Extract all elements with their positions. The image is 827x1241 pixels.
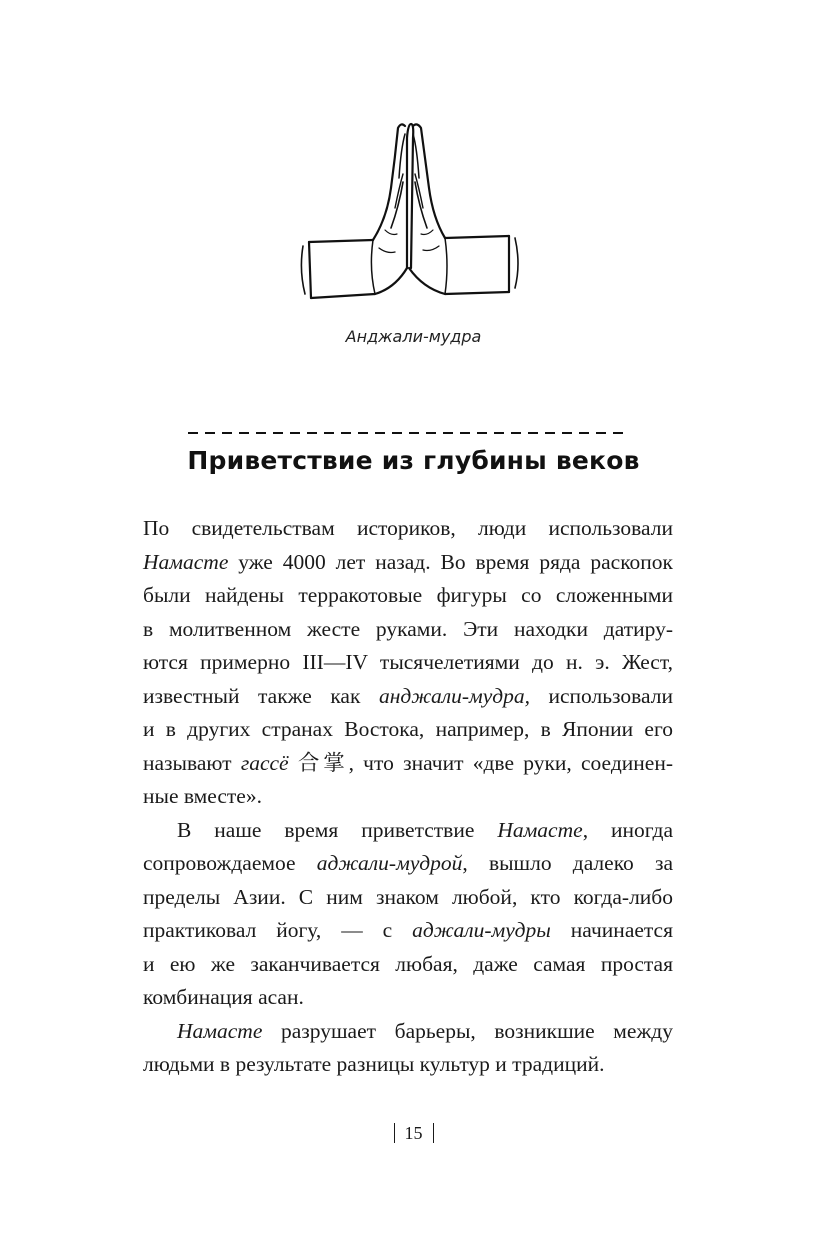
praying-hands-icon	[295, 118, 525, 308]
body-text	[143, 512, 673, 1082]
text-line	[143, 881, 673, 915]
folio-left-bar	[394, 1123, 395, 1143]
italic-term: Намасте	[143, 549, 229, 574]
text-run: сопровождаемое	[143, 851, 317, 875]
text-run: и ею же заканчивается любая, даже самая простая	[143, 951, 673, 976]
section-heading: Приветствие из глубины веков	[187, 446, 640, 475]
text-line	[143, 981, 673, 1015]
text-line	[143, 713, 673, 747]
text-line	[143, 1048, 673, 1082]
text-line	[143, 646, 673, 680]
text-line	[143, 814, 673, 848]
text-line	[143, 1015, 673, 1049]
text-line	[143, 579, 673, 613]
text-run: были найдены терракотовые фигуры со сложенными	[143, 583, 673, 607]
text-line	[143, 546, 673, 580]
text-run: называют	[143, 750, 241, 775]
italic-term: Намасте	[497, 817, 583, 842]
text-line	[143, 948, 673, 982]
text-run: комбинация асан.	[143, 985, 304, 1009]
figure-caption: Анджали-мудра	[345, 327, 482, 346]
text-run: использовали	[529, 683, 673, 708]
text-run: в молитвенном жесте руками. Эти находки датиру-	[143, 616, 673, 641]
text-run: ются примерно III—IV тысячелетиями до н. э. Жест,	[143, 650, 673, 674]
folio-right-bar	[433, 1123, 434, 1143]
page-number: 15	[404, 1123, 423, 1143]
dashed-divider	[188, 428, 628, 438]
text-run: начинается	[550, 918, 673, 942]
text-run: По свидетельствам историков, люди использовали	[143, 516, 673, 540]
italic-term: гассё	[240, 750, 289, 775]
text-line	[143, 847, 673, 881]
text-run: и в других странах Востока, например, в Японии его	[143, 717, 673, 741]
italic-term: аджали-мудрой	[316, 851, 463, 875]
text-run: людьми в результате разницы культур и традиций.	[143, 1052, 605, 1076]
text-line	[143, 680, 673, 714]
text-line	[143, 512, 673, 546]
text-run: пределы Азии. С ним знаком любой, кто когда-либо	[143, 884, 673, 909]
text-run: практиковал йогу, — с	[143, 918, 413, 942]
text-line	[143, 914, 673, 948]
text-run: , вышло далеко за	[462, 851, 673, 875]
text-line	[143, 747, 673, 781]
text-run: уже 4000 лет назад. Во время ряда раскопок	[228, 549, 673, 574]
italic-term: аджали-мудры	[412, 918, 551, 942]
italic-term: Намасте	[177, 1018, 263, 1043]
text-run: разрушает барьеры, возникшие между	[262, 1018, 673, 1043]
text-run: , иногда	[582, 817, 673, 842]
italic-term: анджали-мудра,	[378, 683, 530, 708]
text-run: известный также как	[143, 683, 379, 708]
page-number-footer	[0, 1123, 827, 1144]
text-run: 合掌, что значит «две руки, соединен-	[288, 750, 673, 775]
text-line	[143, 780, 673, 814]
anjali-mudra-illustration	[295, 118, 525, 308]
text-line	[143, 613, 673, 647]
text-run: ные вместе».	[143, 784, 262, 808]
text-run: В наше время приветствие	[177, 817, 498, 842]
